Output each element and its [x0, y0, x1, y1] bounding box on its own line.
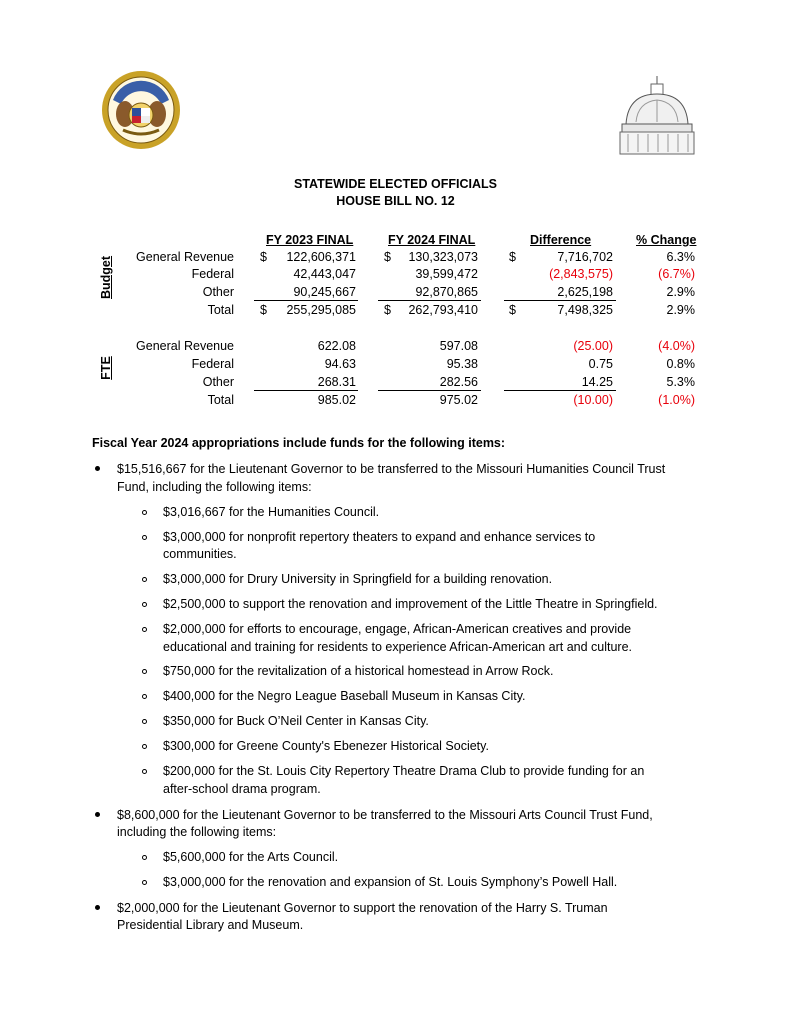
fy2023-value: 985.02 — [317, 393, 356, 407]
sub-bullet-icon — [142, 719, 147, 724]
row-label: Federal — [191, 357, 234, 371]
section-label-fte: FTE — [99, 356, 113, 380]
pct-change-value: (6.7%) — [658, 267, 695, 281]
sub-item-text: after-school drama program. — [163, 782, 321, 796]
sub-bullet-icon — [142, 769, 147, 774]
fy2024-value: 92,870,865 — [415, 285, 478, 299]
difference-value: (25.00) — [573, 339, 613, 353]
page-subtitle: HOUSE BILL NO. 12 — [336, 194, 455, 208]
dollar-sign: $ — [384, 250, 391, 264]
bullet-icon — [95, 812, 100, 817]
pct-change-value: 2.9% — [666, 303, 695, 317]
fy2024-value: 597.08 — [439, 339, 478, 353]
pct-change-value: 2.9% — [666, 285, 695, 299]
sub-item-text: $750,000 for the revitalization of a historical homestead in Arrow Rock. — [163, 664, 554, 678]
dollar-sign: $ — [384, 303, 391, 317]
sub-item-text: $300,000 for Greene County's Ebenezer Historical Society. — [163, 739, 489, 753]
page-title: STATEWIDE ELECTED OFFICIALS — [293, 177, 497, 191]
row-label: Total — [207, 393, 234, 407]
column-header-fy2023: FY 2023 FINAL — [266, 233, 354, 247]
sub-item-text: communities. — [163, 547, 237, 561]
sub-item-text: $200,000 for the St. Louis City Repertory Theatre Drama Club to provide funding for an — [163, 764, 645, 778]
pct-change-value: (4.0%) — [658, 339, 695, 353]
fy2023-value: 622.08 — [317, 339, 356, 353]
column-header-pct-change: % Change — [636, 233, 697, 247]
bullet-item-text: Presidential Library and Museum. — [117, 918, 304, 932]
sub-item-text: $2,500,000 to support the renovation and improvement of the Little Theatre in Springfield. — [163, 597, 658, 611]
bullet-item-text: $2,000,000 for the Lieutenant Governor to support the renovation of the Harry S. Truman — [117, 901, 608, 915]
bullet-icon — [95, 905, 100, 910]
fy2024-value: 975.02 — [439, 393, 478, 407]
fy2024-value: 262,793,410 — [408, 303, 478, 317]
row-label: Federal — [191, 267, 234, 281]
fy2023-value: 42,443,047 — [293, 267, 356, 281]
sub-bullet-icon — [142, 855, 147, 860]
dollar-sign: $ — [260, 250, 267, 264]
bullet-icon — [95, 466, 100, 471]
row-label: General Revenue — [136, 339, 234, 353]
fy2023-value: 268.31 — [317, 375, 356, 389]
sub-item-text: $350,000 for Buck O’Neil Center in Kansas City. — [163, 714, 429, 728]
sub-bullet-icon — [142, 627, 147, 632]
difference-value: 7,716,702 — [557, 250, 613, 264]
sub-item-text: $3,000,000 for nonprofit repertory theaters to expand and enhance services to — [163, 530, 596, 544]
difference-value: 14.25 — [581, 375, 613, 389]
bullet-item-text: $8,600,000 for the Lieutenant Governor to be transferred to the Missouri Arts Council Trust Fund, — [117, 808, 653, 822]
sub-item-text: $3,000,000 for Drury University in Springfield for a building renovation. — [163, 572, 553, 586]
bullet-item-text: Fund, including the following items: — [117, 480, 312, 494]
column-header-fy2024: FY 2024 FINAL — [388, 233, 476, 247]
fy2024-value: 95.38 — [446, 357, 478, 371]
sub-bullet-icon — [142, 694, 147, 699]
section-label-budget: Budget — [99, 255, 113, 299]
capitol-dome-icon — [616, 72, 698, 158]
bullet-item-text: $15,516,667 for the Lieutenant Governor to be transferred to the Missouri Humanities Council Trust — [117, 462, 666, 476]
sub-bullet-icon — [142, 602, 147, 607]
fy2023-value: 122,606,371 — [286, 250, 356, 264]
fy2024-value: 130,323,073 — [408, 250, 478, 264]
fy2023-value: 94.63 — [324, 357, 356, 371]
sub-bullet-icon — [142, 535, 147, 540]
sub-item-text: $3,016,667 for the Humanities Council. — [163, 505, 380, 519]
bullet-item-text: including the following items: — [117, 825, 277, 839]
column-header-difference: Difference — [530, 233, 592, 247]
fy2024-value: 39,599,472 — [415, 267, 478, 281]
difference-value: 2,625,198 — [557, 285, 613, 299]
sub-bullet-icon — [142, 510, 147, 515]
fy2023-value: 90,245,667 — [293, 285, 356, 299]
difference-value: (10.00) — [573, 393, 613, 407]
difference-value: 7,498,325 — [557, 303, 613, 317]
dollar-sign: $ — [509, 250, 516, 264]
fy2024-value: 282.56 — [439, 375, 478, 389]
dollar-sign: $ — [260, 303, 267, 317]
sub-item-text: $3,000,000 for the renovation and expansion of St. Louis Symphony’s Powell Hall. — [163, 875, 618, 889]
dollar-sign: $ — [509, 303, 516, 317]
appropriations-intro: Fiscal Year 2024 appropriations include funds for the following items: — [92, 436, 506, 450]
fy2023-value: 255,295,085 — [286, 303, 356, 317]
row-label: Other — [202, 285, 234, 299]
difference-value: 0.75 — [588, 357, 613, 371]
sub-item-text: educational and training for residents to experience African-American art and culture. — [163, 640, 633, 654]
difference-value: (2,843,575) — [549, 267, 613, 281]
sub-bullet-icon — [142, 577, 147, 582]
pct-change-value: 0.8% — [666, 357, 695, 371]
pct-change-value: (1.0%) — [658, 393, 695, 407]
sub-bullet-icon — [142, 880, 147, 885]
row-label: Total — [207, 303, 234, 317]
pct-change-value: 6.3% — [666, 250, 695, 264]
missouri-seal-icon — [101, 70, 181, 150]
sub-bullet-icon — [142, 744, 147, 749]
sub-bullet-icon — [142, 669, 147, 674]
sub-item-text: $5,600,000 for the Arts Council. — [163, 850, 339, 864]
row-label: General Revenue — [136, 250, 234, 264]
pct-change-value: 5.3% — [666, 375, 695, 389]
row-label: Other — [202, 375, 234, 389]
sub-item-text: $400,000 for the Negro League Baseball Museum in Kansas City. — [163, 689, 526, 703]
sub-item-text: $2,000,000 for efforts to encourage, engage, African-American creatives and provide — [163, 622, 632, 636]
